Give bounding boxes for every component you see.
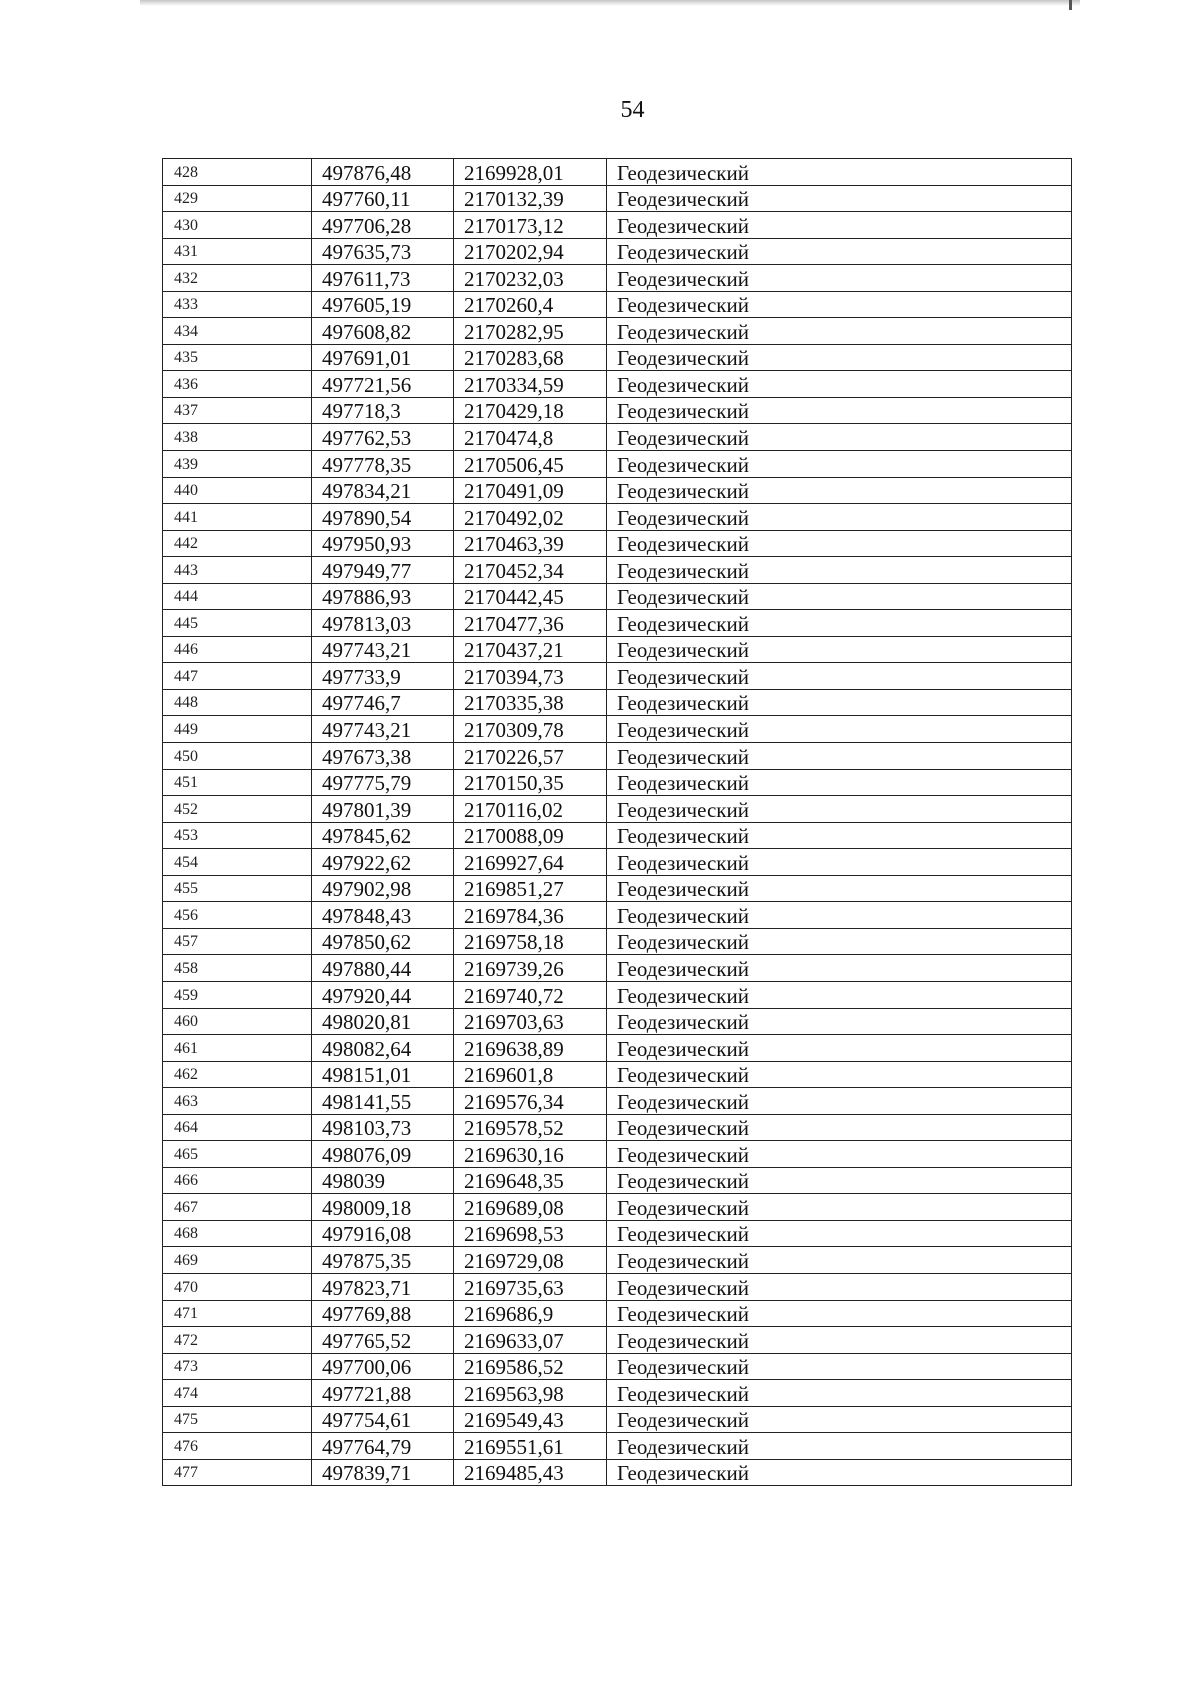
point-number-cell: 444 (163, 583, 312, 610)
y-coordinate-cell: 2170506,45 (454, 451, 607, 478)
point-number-cell: 458 (163, 955, 312, 982)
point-number-cell: 438 (163, 424, 312, 451)
x-coordinate-cell: 497902,98 (312, 875, 454, 902)
point-number-cell: 435 (163, 344, 312, 371)
y-coordinate-cell: 2170429,18 (454, 397, 607, 424)
table-row (163, 504, 1072, 531)
y-coordinate-cell: 2169630,16 (454, 1141, 607, 1168)
point-type-cell: Геодезический (607, 1459, 1072, 1486)
point-type-cell: Геодезический (607, 212, 1072, 239)
point-number-cell: 439 (163, 451, 312, 478)
table-row (163, 1167, 1072, 1194)
x-coordinate-cell: 497890,54 (312, 504, 454, 531)
point-type-cell: Геодезический (607, 796, 1072, 823)
scan-artifact-top (140, 0, 1080, 6)
y-coordinate-cell: 2169758,18 (454, 928, 607, 955)
x-coordinate-cell: 497691,01 (312, 344, 454, 371)
point-number-cell: 472 (163, 1327, 312, 1354)
point-type-cell: Геодезический (607, 557, 1072, 584)
table-row (163, 822, 1072, 849)
y-coordinate-cell: 2170477,36 (454, 610, 607, 637)
table-row (163, 265, 1072, 292)
x-coordinate-cell: 497743,21 (312, 716, 454, 743)
x-coordinate-cell: 497718,3 (312, 397, 454, 424)
point-number-cell: 466 (163, 1167, 312, 1194)
x-coordinate-cell: 497880,44 (312, 955, 454, 982)
point-number-cell: 476 (163, 1433, 312, 1460)
point-number-cell: 452 (163, 796, 312, 823)
table-row (163, 1220, 1072, 1247)
table-row (163, 769, 1072, 796)
table-row (163, 1247, 1072, 1274)
point-number-cell: 441 (163, 504, 312, 531)
point-type-cell: Геодезический (607, 875, 1072, 902)
point-number-cell: 453 (163, 822, 312, 849)
table-row (163, 318, 1072, 345)
x-coordinate-cell: 497721,88 (312, 1380, 454, 1407)
x-coordinate-cell: 497754,61 (312, 1406, 454, 1433)
point-number-cell: 451 (163, 769, 312, 796)
y-coordinate-cell: 2169703,63 (454, 1008, 607, 1035)
x-coordinate-cell: 497635,73 (312, 238, 454, 265)
table-row (163, 981, 1072, 1008)
point-type-cell: Геодезический (607, 743, 1072, 770)
point-number-cell: 449 (163, 716, 312, 743)
point-type-cell: Геодезический (607, 238, 1072, 265)
table-row (163, 583, 1072, 610)
x-coordinate-cell: 498020,81 (312, 1008, 454, 1035)
point-type-cell: Геодезический (607, 981, 1072, 1008)
point-type-cell: Геодезический (607, 1088, 1072, 1115)
x-coordinate-cell: 497839,71 (312, 1459, 454, 1486)
y-coordinate-cell: 2170334,59 (454, 371, 607, 398)
x-coordinate-cell: 497916,08 (312, 1220, 454, 1247)
point-number-cell: 450 (163, 743, 312, 770)
point-type-cell: Геодезический (607, 397, 1072, 424)
point-number-cell: 429 (163, 185, 312, 212)
point-type-cell: Геодезический (607, 636, 1072, 663)
coordinates-table-body (163, 159, 1072, 1486)
y-coordinate-cell: 2170260,4 (454, 291, 607, 318)
point-number-cell: 434 (163, 318, 312, 345)
point-number-cell: 464 (163, 1114, 312, 1141)
point-number-cell: 470 (163, 1273, 312, 1300)
point-number-cell: 469 (163, 1247, 312, 1274)
point-type-cell: Геодезический (607, 1114, 1072, 1141)
y-coordinate-cell: 2169563,98 (454, 1380, 607, 1407)
point-type-cell: Геодезический (607, 822, 1072, 849)
point-number-cell: 475 (163, 1406, 312, 1433)
table-row (163, 902, 1072, 929)
table-row (163, 530, 1072, 557)
table-row (163, 743, 1072, 770)
point-type-cell: Геодезический (607, 1220, 1072, 1247)
point-type-cell: Геодезический (607, 1247, 1072, 1274)
point-type-cell: Геодезический (607, 504, 1072, 531)
x-coordinate-cell: 498082,64 (312, 1035, 454, 1062)
x-coordinate-cell: 497876,48 (312, 159, 454, 186)
point-type-cell: Геодезический (607, 1167, 1072, 1194)
x-coordinate-cell: 497813,03 (312, 610, 454, 637)
y-coordinate-cell: 2169576,34 (454, 1088, 607, 1115)
y-coordinate-cell: 2170088,09 (454, 822, 607, 849)
table-row (163, 689, 1072, 716)
x-coordinate-cell: 497845,62 (312, 822, 454, 849)
point-number-cell: 445 (163, 610, 312, 637)
y-coordinate-cell: 2169686,9 (454, 1300, 607, 1327)
x-coordinate-cell: 497721,56 (312, 371, 454, 398)
point-number-cell: 442 (163, 530, 312, 557)
point-type-cell: Геодезический (607, 610, 1072, 637)
y-coordinate-cell: 2169638,89 (454, 1035, 607, 1062)
table-row (163, 397, 1072, 424)
point-number-cell: 437 (163, 397, 312, 424)
y-coordinate-cell: 2170309,78 (454, 716, 607, 743)
table-row (163, 716, 1072, 743)
point-number-cell: 465 (163, 1141, 312, 1168)
point-type-cell: Геодезический (607, 318, 1072, 345)
point-number-cell: 432 (163, 265, 312, 292)
y-coordinate-cell: 2169735,63 (454, 1273, 607, 1300)
table-row (163, 849, 1072, 876)
y-coordinate-cell: 2169928,01 (454, 159, 607, 186)
x-coordinate-cell: 497769,88 (312, 1300, 454, 1327)
point-number-cell: 477 (163, 1459, 312, 1486)
y-coordinate-cell: 2169485,43 (454, 1459, 607, 1486)
x-coordinate-cell: 497848,43 (312, 902, 454, 929)
y-coordinate-cell: 2169633,07 (454, 1327, 607, 1354)
point-number-cell: 456 (163, 902, 312, 929)
table-row (163, 238, 1072, 265)
y-coordinate-cell: 2170132,39 (454, 185, 607, 212)
point-number-cell: 463 (163, 1088, 312, 1115)
table-row (163, 1141, 1072, 1168)
table-row (163, 1406, 1072, 1433)
x-coordinate-cell: 497949,77 (312, 557, 454, 584)
x-coordinate-cell: 497706,28 (312, 212, 454, 239)
x-coordinate-cell: 497823,71 (312, 1273, 454, 1300)
scan-artifact-edge (1069, 0, 1072, 10)
x-coordinate-cell: 497765,52 (312, 1327, 454, 1354)
x-coordinate-cell: 497850,62 (312, 928, 454, 955)
point-type-cell: Геодезический (607, 1061, 1072, 1088)
x-coordinate-cell: 497762,53 (312, 424, 454, 451)
y-coordinate-cell: 2170335,38 (454, 689, 607, 716)
table-row (163, 663, 1072, 690)
y-coordinate-cell: 2169927,64 (454, 849, 607, 876)
x-coordinate-cell: 497875,35 (312, 1247, 454, 1274)
point-type-cell: Геодезический (607, 1008, 1072, 1035)
y-coordinate-cell: 2170394,73 (454, 663, 607, 690)
x-coordinate-cell: 497605,19 (312, 291, 454, 318)
x-coordinate-cell: 497743,21 (312, 636, 454, 663)
point-number-cell: 428 (163, 159, 312, 186)
y-coordinate-cell: 2170202,94 (454, 238, 607, 265)
table-row (163, 1273, 1072, 1300)
point-type-cell: Геодезический (607, 902, 1072, 929)
point-type-cell: Геодезический (607, 1380, 1072, 1407)
table-row (163, 1300, 1072, 1327)
point-number-cell: 431 (163, 238, 312, 265)
point-number-cell: 433 (163, 291, 312, 318)
x-coordinate-cell: 497746,7 (312, 689, 454, 716)
y-coordinate-cell: 2169739,26 (454, 955, 607, 982)
x-coordinate-cell: 497760,11 (312, 185, 454, 212)
point-type-cell: Геодезический (607, 1300, 1072, 1327)
point-number-cell: 474 (163, 1380, 312, 1407)
point-type-cell: Геодезический (607, 849, 1072, 876)
y-coordinate-cell: 2170150,35 (454, 769, 607, 796)
y-coordinate-cell: 2169648,35 (454, 1167, 607, 1194)
y-coordinate-cell: 2169586,52 (454, 1353, 607, 1380)
y-coordinate-cell: 2169740,72 (454, 981, 607, 1008)
point-type-cell: Геодезический (607, 689, 1072, 716)
table-row (163, 1008, 1072, 1035)
point-type-cell: Геодезический (607, 955, 1072, 982)
y-coordinate-cell: 2169851,27 (454, 875, 607, 902)
point-type-cell: Геодезический (607, 291, 1072, 318)
y-coordinate-cell: 2170463,39 (454, 530, 607, 557)
y-coordinate-cell: 2170491,09 (454, 477, 607, 504)
table-row (163, 371, 1072, 398)
point-type-cell: Геодезический (607, 769, 1072, 796)
point-type-cell: Геодезический (607, 451, 1072, 478)
x-coordinate-cell: 497608,82 (312, 318, 454, 345)
x-coordinate-cell: 497834,21 (312, 477, 454, 504)
x-coordinate-cell: 497922,62 (312, 849, 454, 876)
table-row (163, 928, 1072, 955)
point-type-cell: Геодезический (607, 1433, 1072, 1460)
x-coordinate-cell: 497920,44 (312, 981, 454, 1008)
x-coordinate-cell: 498141,55 (312, 1088, 454, 1115)
point-number-cell: 471 (163, 1300, 312, 1327)
point-type-cell: Геодезический (607, 477, 1072, 504)
point-number-cell: 448 (163, 689, 312, 716)
point-number-cell: 461 (163, 1035, 312, 1062)
point-type-cell: Геодезический (607, 344, 1072, 371)
point-number-cell: 468 (163, 1220, 312, 1247)
point-number-cell: 446 (163, 636, 312, 663)
table-row (163, 1061, 1072, 1088)
point-type-cell: Геодезический (607, 663, 1072, 690)
point-number-cell: 462 (163, 1061, 312, 1088)
point-type-cell: Геодезический (607, 1327, 1072, 1354)
page-number: 54 (620, 97, 645, 123)
x-coordinate-cell: 497886,93 (312, 583, 454, 610)
table-row (163, 796, 1072, 823)
table-row (163, 1433, 1072, 1460)
y-coordinate-cell: 2170173,12 (454, 212, 607, 239)
table-row (163, 1353, 1072, 1380)
y-coordinate-cell: 2170282,95 (454, 318, 607, 345)
point-number-cell: 467 (163, 1194, 312, 1221)
point-type-cell: Геодезический (607, 716, 1072, 743)
table-row (163, 159, 1072, 186)
table-row (163, 1114, 1072, 1141)
table-row (163, 875, 1072, 902)
table-row (163, 610, 1072, 637)
table-row (163, 1035, 1072, 1062)
x-coordinate-cell: 497950,93 (312, 530, 454, 557)
y-coordinate-cell: 2169551,61 (454, 1433, 607, 1460)
table-row (163, 1088, 1072, 1115)
y-coordinate-cell: 2169601,8 (454, 1061, 607, 1088)
point-type-cell: Геодезический (607, 928, 1072, 955)
point-type-cell: Геодезический (607, 185, 1072, 212)
point-type-cell: Геодезический (607, 265, 1072, 292)
point-type-cell: Геодезический (607, 371, 1072, 398)
table-row (163, 1327, 1072, 1354)
table-row (163, 557, 1072, 584)
y-coordinate-cell: 2170283,68 (454, 344, 607, 371)
table-row (163, 1194, 1072, 1221)
y-coordinate-cell: 2170226,57 (454, 743, 607, 770)
y-coordinate-cell: 2169729,08 (454, 1247, 607, 1274)
x-coordinate-cell: 498009,18 (312, 1194, 454, 1221)
point-number-cell: 455 (163, 875, 312, 902)
y-coordinate-cell: 2169689,08 (454, 1194, 607, 1221)
point-type-cell: Геодезический (607, 1406, 1072, 1433)
table-row (163, 451, 1072, 478)
y-coordinate-cell: 2169784,36 (454, 902, 607, 929)
x-coordinate-cell: 498076,09 (312, 1141, 454, 1168)
table-row (163, 185, 1072, 212)
point-number-cell: 436 (163, 371, 312, 398)
point-type-cell: Геодезический (607, 159, 1072, 186)
x-coordinate-cell: 498151,01 (312, 1061, 454, 1088)
point-type-cell: Геодезический (607, 583, 1072, 610)
point-type-cell: Геодезический (607, 1141, 1072, 1168)
table-row (163, 291, 1072, 318)
y-coordinate-cell: 2170442,45 (454, 583, 607, 610)
table-row (163, 424, 1072, 451)
x-coordinate-cell: 498039 (312, 1167, 454, 1194)
point-number-cell: 457 (163, 928, 312, 955)
y-coordinate-cell: 2170492,02 (454, 504, 607, 531)
x-coordinate-cell: 498103,73 (312, 1114, 454, 1141)
y-coordinate-cell: 2170232,03 (454, 265, 607, 292)
point-number-cell: 443 (163, 557, 312, 584)
y-coordinate-cell: 2169549,43 (454, 1406, 607, 1433)
point-number-cell: 430 (163, 212, 312, 239)
point-type-cell: Геодезический (607, 1273, 1072, 1300)
table-row (163, 477, 1072, 504)
table-row (163, 212, 1072, 239)
y-coordinate-cell: 2170116,02 (454, 796, 607, 823)
x-coordinate-cell: 497764,79 (312, 1433, 454, 1460)
table-row (163, 344, 1072, 371)
table-row (163, 955, 1072, 982)
x-coordinate-cell: 497611,73 (312, 265, 454, 292)
point-number-cell: 454 (163, 849, 312, 876)
y-coordinate-cell: 2170437,21 (454, 636, 607, 663)
point-type-cell: Геодезический (607, 530, 1072, 557)
x-coordinate-cell: 497778,35 (312, 451, 454, 478)
y-coordinate-cell: 2170452,34 (454, 557, 607, 584)
point-type-cell: Геодезический (607, 424, 1072, 451)
point-number-cell: 459 (163, 981, 312, 1008)
x-coordinate-cell: 497673,38 (312, 743, 454, 770)
y-coordinate-cell: 2170474,8 (454, 424, 607, 451)
point-number-cell: 440 (163, 477, 312, 504)
point-number-cell: 473 (163, 1353, 312, 1380)
x-coordinate-cell: 497801,39 (312, 796, 454, 823)
y-coordinate-cell: 2169698,53 (454, 1220, 607, 1247)
table-row (163, 636, 1072, 663)
point-type-cell: Геодезический (607, 1035, 1072, 1062)
table-row (163, 1459, 1072, 1486)
point-number-cell: 447 (163, 663, 312, 690)
point-number-cell: 460 (163, 1008, 312, 1035)
x-coordinate-cell: 497700,06 (312, 1353, 454, 1380)
x-coordinate-cell: 497775,79 (312, 769, 454, 796)
point-type-cell: Геодезический (607, 1353, 1072, 1380)
point-type-cell: Геодезический (607, 1194, 1072, 1221)
coordinates-table (162, 158, 1072, 1486)
table-row (163, 1380, 1072, 1407)
y-coordinate-cell: 2169578,52 (454, 1114, 607, 1141)
x-coordinate-cell: 497733,9 (312, 663, 454, 690)
